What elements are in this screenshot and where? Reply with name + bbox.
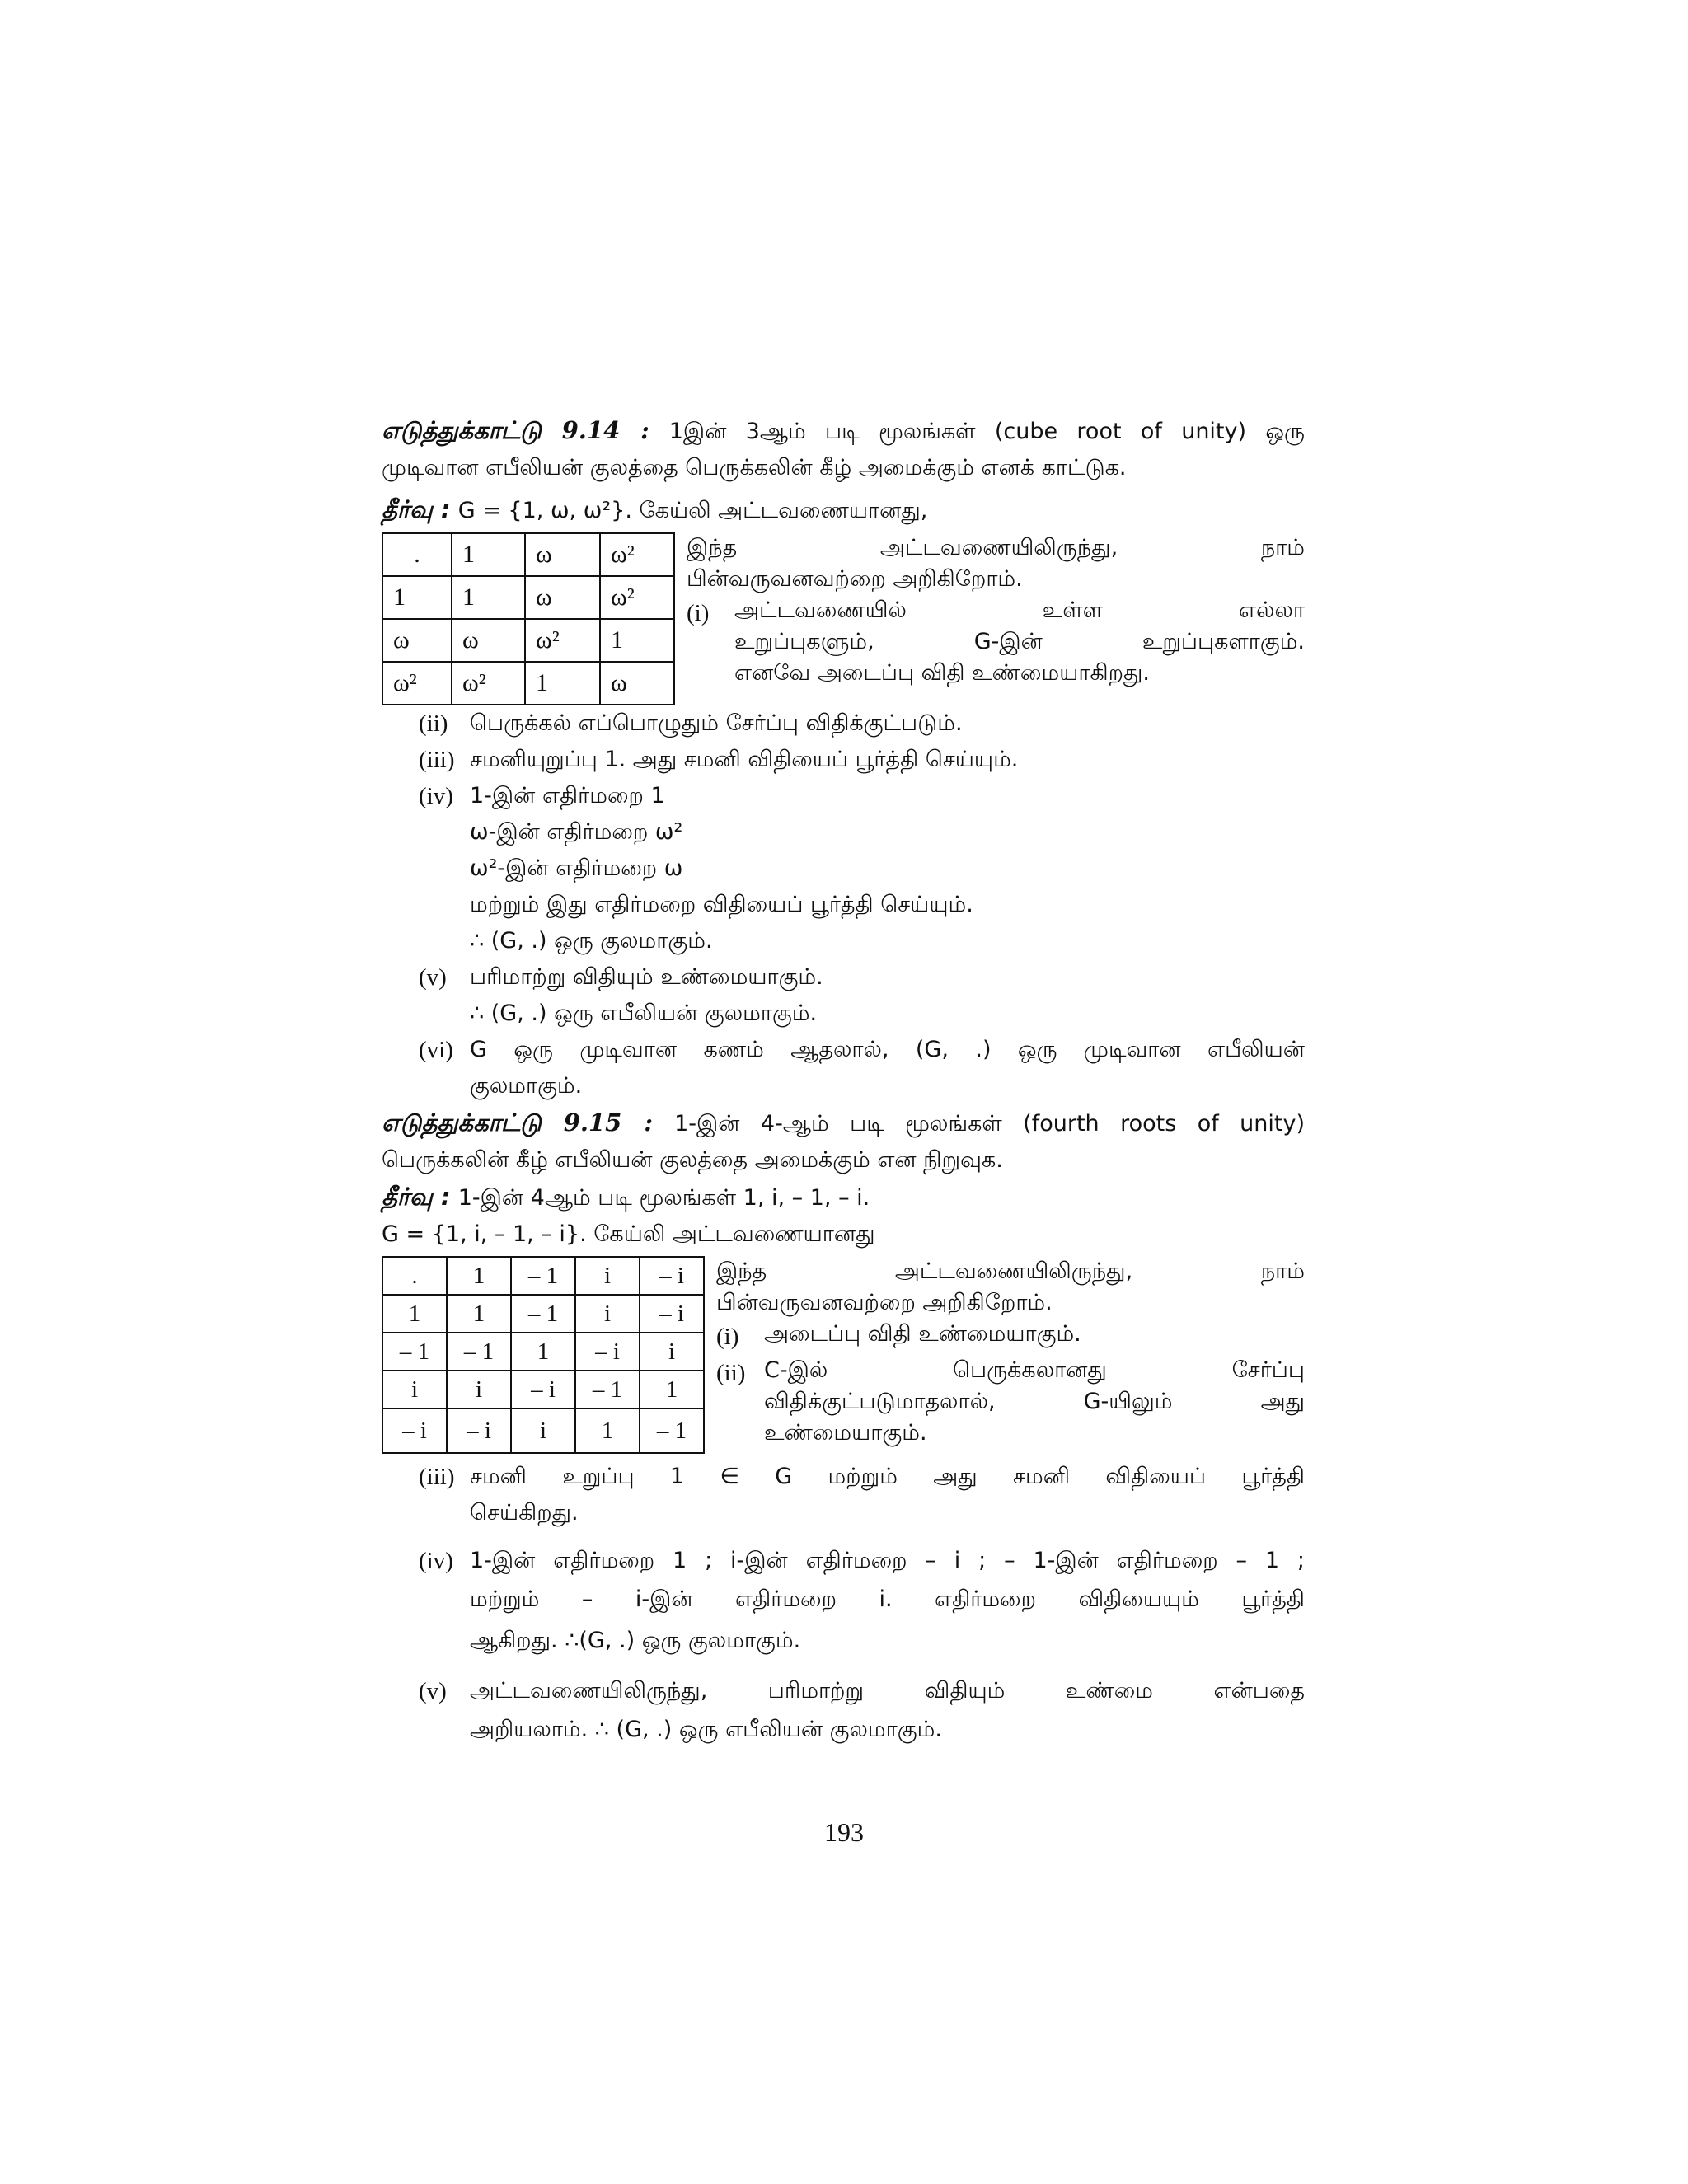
- table-row: [382, 619, 674, 662]
- table-row: [382, 533, 674, 576]
- table-cell: – 1: [511, 1295, 575, 1333]
- item-text: 1-இன் எதிர்மறை 1 ; i-இன் எதிர்மறை – i ; – 1-இன் எதிர்மறை – 1 ;: [470, 1548, 1305, 1573]
- item-text: குலமாகும்.: [470, 1073, 583, 1099]
- table-side-text-2: [716, 1256, 1305, 1449]
- item-number: (i): [716, 1324, 739, 1350]
- list-item: [419, 1459, 1305, 1495]
- table-cell: – 1: [382, 1333, 447, 1371]
- list-item: [419, 778, 1305, 814]
- side-line: இந்த அட்டவணையிலிருந்து, நாம்: [716, 1258, 1305, 1284]
- table-cell: – 1: [511, 1257, 575, 1295]
- table-cell: ω²: [382, 662, 452, 705]
- item-text: உறுப்புகளும், G-இன் உறுப்புகளாகும்.: [734, 629, 1305, 654]
- table-row: [382, 1333, 704, 1371]
- page-number: 193: [824, 1817, 864, 1847]
- solution-line: [382, 491, 1305, 529]
- item-text: செய்கிறது.: [470, 1500, 579, 1526]
- table-cell: i: [575, 1295, 640, 1333]
- table-cell: ω: [525, 576, 600, 619]
- list-item: [419, 959, 1305, 996]
- list-item: [716, 1319, 1305, 1355]
- item-text: ∴ (G, .) ஒரு எபீலியன் குலமாகும்.: [470, 1001, 818, 1026]
- list-item: [419, 705, 1305, 742]
- solution-text: G = {1, ω, ω²}. கேய்லி அட்டவணையானது,: [457, 498, 928, 523]
- table-cell: – 1: [575, 1371, 640, 1408]
- item-text: அட்டவணையிலிருந்து, பரிமாற்று விதியும் உண்மை என்பதை: [470, 1678, 1305, 1704]
- table-row: [382, 662, 674, 705]
- item-text: G ஒரு முடிவான கணம் ஆதலால், (G, .) ஒரு முடிவான எபீலியன்: [470, 1037, 1305, 1062]
- example-label: எடுத்துக்காட்டு: [382, 416, 542, 444]
- table-cell: 1: [382, 1295, 447, 1333]
- side-line: இந்த அட்டவணையிலிருந்து, நாம்: [687, 535, 1305, 560]
- item-text: பரிமாற்று விதியும் உண்மையாகும்.: [470, 964, 823, 990]
- table-cell: i: [382, 1371, 447, 1408]
- item-text: சமனியுறுப்பு 1. அது சமனி விதியைப் பூர்த்தி செய்யும்.: [470, 747, 1019, 772]
- item-number: (v): [419, 964, 447, 991]
- example-number: 9.15 :: [563, 1108, 654, 1137]
- table-cell: – 1: [640, 1408, 704, 1453]
- example-number: 9.14 :: [561, 416, 649, 444]
- table-cell: ω: [600, 662, 674, 705]
- table-cell: – i: [511, 1371, 575, 1408]
- table-cell: ω²: [600, 576, 674, 619]
- table-row: [382, 1257, 704, 1295]
- item-text: ω²-இன் எதிர்மறை ω: [470, 855, 683, 881]
- table-cell: – i: [447, 1408, 511, 1453]
- table-cell: ω: [382, 619, 452, 662]
- table-cell: ω²: [525, 619, 600, 662]
- cayley-table-1: [382, 532, 675, 705]
- table-cell: – i: [382, 1408, 447, 1453]
- example-text: 1இன் 3ஆம் படி மூலங்கள் (cube root of unity) ஒரு: [668, 419, 1305, 444]
- table-cell: i: [640, 1333, 704, 1371]
- table-cell: 1: [525, 662, 600, 705]
- table-cell: .: [382, 1257, 447, 1295]
- table-row: [382, 1371, 704, 1408]
- table-side-text-1: [687, 532, 1305, 689]
- item-number: (iv): [419, 1548, 453, 1574]
- item-text: அட்டவணையில் உள்ள எல்லா: [734, 598, 1305, 623]
- item-text: விதிக்குட்படுமாதலால், G-யிலும் அது: [764, 1389, 1305, 1414]
- example-9-15-heading: [382, 1104, 1305, 1142]
- table-cell: 1: [452, 533, 525, 576]
- example-text: 1-இன் 4-ஆம் படி மூலங்கள் (fourth roots of unity): [674, 1111, 1306, 1137]
- example-text-line2: பெருக்கலின் கீழ் எபீலியன் குலத்தை அமைக்கும் என நிறுவுக.: [382, 1147, 1003, 1173]
- page-body: [382, 412, 1305, 1750]
- example-label: எடுத்துக்காட்டு: [382, 1108, 542, 1137]
- table-cell: 1: [575, 1408, 640, 1453]
- cayley-table-2: [382, 1256, 705, 1454]
- list-item: [716, 1355, 1305, 1449]
- table-cell: i: [511, 1408, 575, 1453]
- side-line: பின்வருவனவற்றை அறிகிறோம்.: [687, 566, 1023, 592]
- table-cell: – i: [640, 1257, 704, 1295]
- item-text: பெருக்கல் எப்பொழுதும் சேர்ப்பு விதிக்குட்படும்.: [470, 710, 963, 736]
- table-cell: 1: [511, 1333, 575, 1371]
- set-definition: G = {1, i, – 1, – i}. கேய்லி அட்டவணையானது: [382, 1221, 875, 1247]
- item-text: எனவே அடைப்பு விதி உண்மையாகிறது.: [734, 660, 1150, 686]
- item-text: ∴ (G, .) ஒரு குலமாகும்.: [470, 928, 713, 954]
- table-row: [382, 1295, 704, 1333]
- item-text: C-இல் பெருக்கலானது சேர்ப்பு: [764, 1357, 1305, 1383]
- table-cell: – 1: [447, 1333, 511, 1371]
- item-number: (v): [419, 1678, 447, 1704]
- table-cell: 1: [447, 1257, 511, 1295]
- list-item: [419, 1543, 1305, 1579]
- cayley-block-2: [382, 1256, 1305, 1454]
- item-number: (iv): [419, 783, 453, 809]
- item-text: 1-இன் எதிர்மறை 1: [470, 783, 665, 808]
- item-text: உண்மையாகும்.: [764, 1420, 927, 1446]
- solution-label: தீர்வு :: [382, 1183, 451, 1211]
- item-number: (iii): [419, 747, 455, 773]
- list-item: [419, 1032, 1305, 1068]
- table-cell: i: [447, 1371, 511, 1408]
- cayley-block-1: [382, 532, 1305, 705]
- table-cell: ω: [525, 533, 600, 576]
- table-cell: 1: [640, 1371, 704, 1408]
- item-number: (i): [687, 600, 710, 626]
- table-cell: 1: [447, 1295, 511, 1333]
- table-row: [382, 1408, 704, 1453]
- item-text: அடைப்பு விதி உண்மையாகும்.: [764, 1321, 1081, 1347]
- table-cell: ω: [452, 619, 525, 662]
- example-9-14-heading: [382, 412, 1305, 450]
- solution-label: தீர்வு :: [382, 495, 451, 523]
- item-number: (ii): [419, 710, 448, 737]
- item-text: மற்றும் – i-இன் எதிர்மறை i. எதிர்மறை விதியையும் பூர்த்தி: [470, 1586, 1305, 1612]
- table-cell: .: [382, 533, 452, 576]
- table-cell: ω²: [600, 533, 674, 576]
- item-text: மற்றும் இது எதிர்மறை விதியைப் பூர்த்தி செய்யும்.: [470, 892, 973, 917]
- list-item: [687, 595, 1305, 689]
- item-text: சமனி உறுப்பு 1 ∈ G மற்றும் அது சமனி விதியைப் பூர்த்தி: [470, 1464, 1305, 1489]
- side-line: பின்வருவனவற்றை அறிகிறோம்.: [716, 1290, 1053, 1315]
- table-cell: ω²: [452, 662, 525, 705]
- table-cell: 1: [452, 576, 525, 619]
- list-item: [419, 1673, 1305, 1709]
- solution-text: 1-இன் 4ஆம் படி மூலங்கள் 1, i, – 1, – i.: [457, 1185, 870, 1211]
- item-number: (vi): [419, 1037, 453, 1063]
- solution-line: [382, 1179, 1305, 1216]
- list-item: [419, 742, 1305, 778]
- table-cell: – i: [575, 1333, 640, 1371]
- item-number: (ii): [716, 1360, 746, 1386]
- item-text: ω-இன் எதிர்மறை ω²: [470, 819, 683, 845]
- item-number: (iii): [419, 1464, 455, 1490]
- table-row: [382, 576, 674, 619]
- example-text-line2: முடிவான எபீலியன் குலத்தை பெருக்கலின் கீழ் அமைக்கும் எனக் காட்டுக.: [382, 455, 1127, 480]
- item-text: அறியலாம். ∴ (G, .) ஒரு எபீலியன் குலமாகும்.: [470, 1717, 942, 1742]
- table-cell: i: [575, 1257, 640, 1295]
- table-cell: 1: [382, 576, 452, 619]
- table-cell: – i: [640, 1295, 704, 1333]
- item-text: ஆகிறது. ∴(G, .) ஒரு குலமாகும்.: [470, 1628, 801, 1653]
- table-cell: 1: [600, 619, 674, 662]
